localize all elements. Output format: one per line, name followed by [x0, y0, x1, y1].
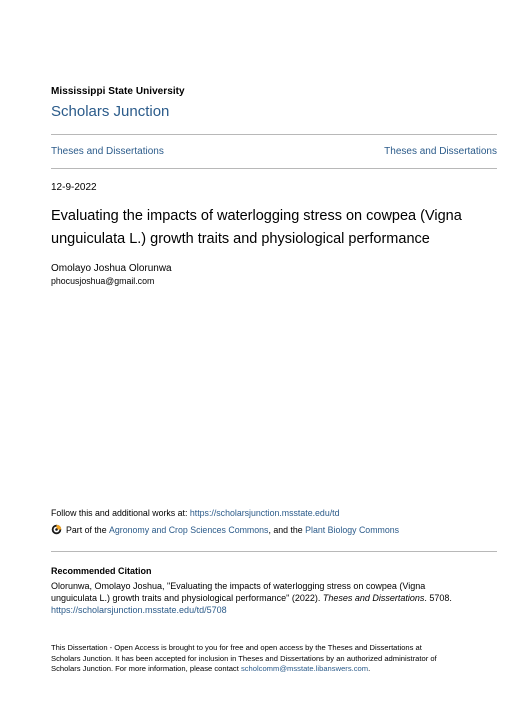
footer-line: This Dissertation - Open Access is brought to you for free and open access by the Theses and Dissertations at: [51, 643, 422, 652]
collection-link-left[interactable]: Theses and Dissertations: [51, 146, 164, 157]
footer-prefix: Scholars Junction. For more information, please contact: [51, 664, 241, 673]
commons-link-plant-biology[interactable]: Plant Biology Commons: [305, 524, 400, 535]
footer-line: [51, 664, 497, 675]
author-name: Omolayo Joshua Olorunwa: [51, 263, 172, 274]
citation-text: [51, 580, 497, 616]
citation-series: Theses and Dissertations: [322, 593, 425, 603]
recommended-citation-heading: Recommended Citation: [51, 566, 152, 576]
repository-link[interactable]: Scholars Junction: [51, 103, 170, 120]
divider: [51, 134, 497, 135]
citation-url-link[interactable]: https://scholarsjunction.msstate.edu/td/5708: [51, 605, 227, 615]
document-title: [51, 205, 497, 251]
commons-link-agronomy[interactable]: Agronomy and Crop Sciences Commons: [109, 524, 269, 535]
collection-link-right[interactable]: Theses and Dissertations: [384, 146, 497, 157]
follow-url-link[interactable]: https://scholarsjunction.msstate.edu/td: [189, 508, 340, 518]
citation-number: . 5708.: [424, 593, 452, 603]
citation-plain: unguiculata L.) growth traits and physiological performance" (2022).: [51, 593, 323, 603]
follow-line: [51, 508, 340, 518]
publication-date: 12-9-2022: [51, 182, 97, 193]
title-line: Evaluating the impacts of waterlogging stress on cowpea (Vigna: [51, 208, 462, 224]
part-of-line: [51, 524, 399, 535]
citation-line: Olorunwa, Omolayo Joshua, "Evaluating the impacts of waterlogging stress on cowpea (Vigna: [51, 581, 426, 591]
footer-end: .: [368, 664, 371, 673]
university-name: Mississippi State University: [51, 86, 185, 97]
footer-line: Scholars Junction. It has been accepted for inclusion in Theses and Dissertations by an authorized administrator of: [51, 653, 437, 663]
citation-line: [51, 592, 497, 604]
contact-email-link[interactable]: scholcomm@msstate.libanswers.com: [240, 664, 369, 673]
network-icon: [51, 524, 62, 535]
follow-prefix: Follow this and additional works at:: [51, 508, 190, 518]
part-of-prefix: Part of the: [66, 524, 107, 535]
footer-notice: [51, 643, 497, 675]
part-of-middle: , and the: [268, 524, 303, 535]
divider: [51, 168, 497, 169]
author-email: phocusjoshua@gmail.com: [51, 276, 155, 286]
title-line: unguiculata L.) growth traits and physiological performance: [51, 231, 430, 247]
divider: [51, 551, 497, 552]
